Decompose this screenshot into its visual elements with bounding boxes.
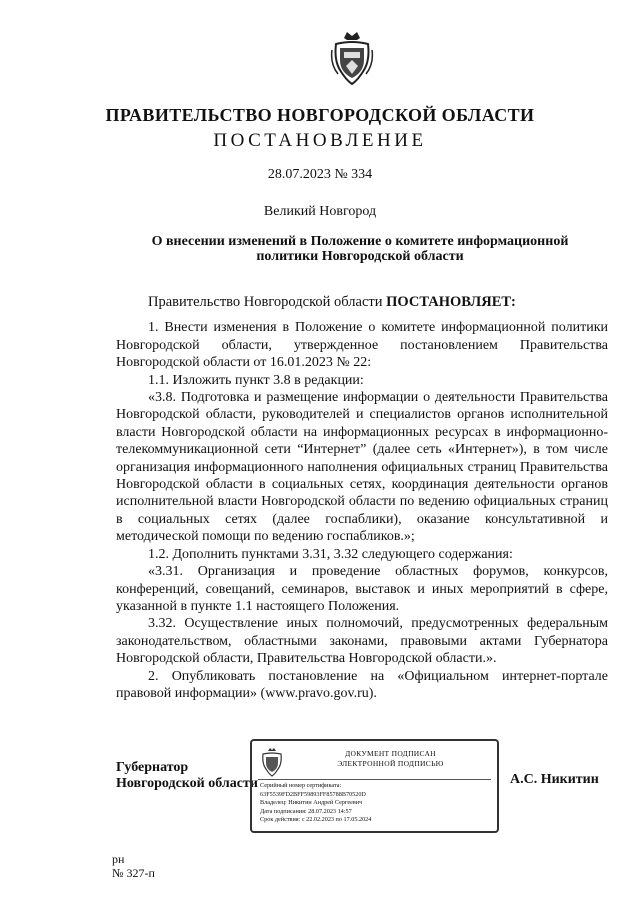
stamp-details [260,782,371,825]
stamp-divider [258,779,491,780]
paragraph-1-2: 1.2. Дополнить пунктами 3.31, 3.32 следующего содержания: [148,546,513,562]
signatory-position [116,760,258,792]
document-body [116,294,608,702]
electronic-signature-stamp [250,739,499,833]
stamp-title-line-1: ДОКУМЕНТ ПОДПИСАН [345,749,436,758]
serial-number: 63F5539FD2BFF59893FF85788B70520D [260,790,366,798]
certificate-owner: Владелец: Никитин Андрей Сергеевич [260,799,363,807]
stamp-title [288,749,493,769]
government-title: ПРАВИТЕЛЬСТВО НОВГОРОДСКОЙ ОБЛАСТИ [105,105,535,125]
executor-initials: рн [112,852,125,866]
stamp-title-line-2: ЭЛЕКТРОННОЙ ПОДПИСЬЮ [337,759,444,768]
paragraph-1-1: 1.1. Изложить пункт 3.8 в редакции: [148,372,364,388]
paragraph-1: 1. Внести изменения в Положение о комитете информационной политики Новгородской области, утвержденное постановлением Правительства Новгородской области от 16.01.2023 № 22: [116,320,608,371]
signing-date: Дата подписания: 28.07.2023 14:57 [260,807,352,815]
internal-reference: № 327-п [112,866,155,880]
document-type: ПОСТАНОВЛЕНИЕ [213,130,427,151]
subject-line-2: политики Новгородской области [256,249,464,264]
position-line-2: Новгородской области [116,776,258,791]
signatory-name: А.С. Никитин [510,772,599,787]
certificate-validity: Срок действия: с 22.02.2023 по 17.05.2024 [260,816,372,824]
subject-line-1: О внесении изменений в Положение о комитете информационной [151,234,569,249]
city: Великий Новгород [263,204,377,219]
lead-text: Правительство Новгородской области [148,294,387,310]
date-number: 28.07.2023 № 334 [267,167,373,182]
resolution-lead [116,294,608,311]
paragraph-3-31: «3.31. Организация и проведение областных форумов, конкурсов, конференций, совещаний, семинаров, выставок и иных мероприятий в сфере, указанной в пункте 1.1 настоящего Положения. [116,564,608,614]
footer-reference [112,852,155,880]
document-subject [120,234,600,264]
paragraph-2: 2. Опубликовать постановление на «Официальном интернет-портале правовой информации» (www.pravo.gov.ru). [116,668,608,701]
serial-label: Серийный номер сертификата: [260,782,342,789]
stamp-emblem-icon [260,747,284,777]
lead-bold: ПОСТАНОВЛЯЕТ: [386,294,516,310]
paragraph-3-8: «3.8. Подготовка и размещение информации о деятельности Правительства Новгородской области, руководителей и специалистов органов исполнительной власти Новгородской области на информационных ресурсах в информационно-телекоммуникационной сети “Интернет” (далее сеть «Интернет»), в том числе организация информационного наполнения официальных страниц Правительства Новгородской области в социальных сетях, координация деятельности органов исполнительной власти Новгородской области по ведению официальных страниц в социальных сетях (далее госпаблики), оказание консультативной и методической помощи по ведению госпабликов.»; [116,390,608,545]
position-line-1: Губернатор [116,760,189,775]
coat-of-arms-emblem [330,30,374,86]
paragraph-3-32: 3.32. Осуществление иных полномочий, предусмотренных федеральным законодательством, областными законами, правовыми актами Губернатора Новгородской области, Правительства Новгородской области.». [116,616,608,667]
